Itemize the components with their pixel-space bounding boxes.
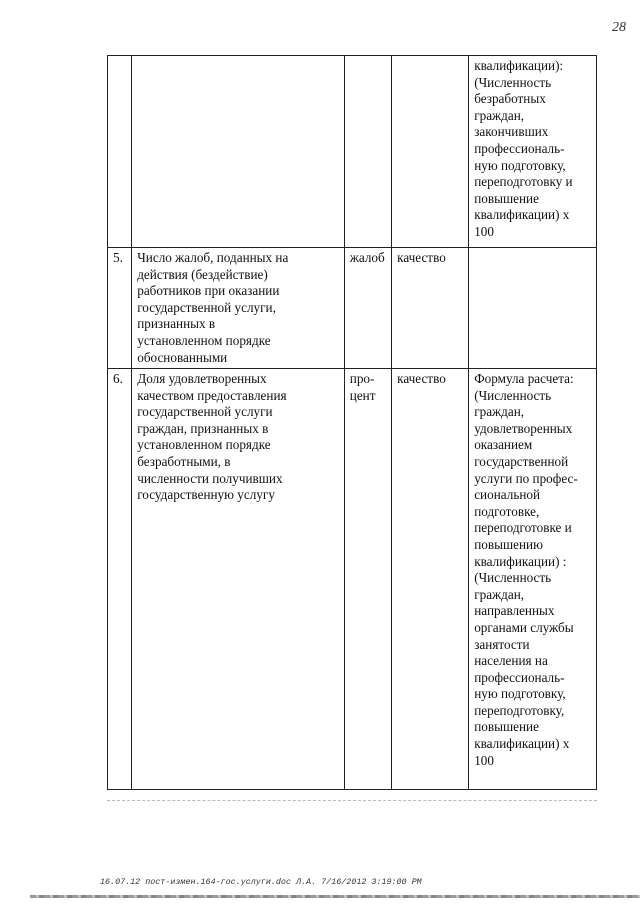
unit-cell <box>344 248 391 369</box>
formula-line: квалификации) : <box>474 553 567 569</box>
name-line: государственную услугу <box>137 487 275 503</box>
formula-line: граждан, <box>474 404 525 420</box>
formula-line: (Численность <box>474 387 552 403</box>
indicator-name <box>132 248 345 369</box>
formula-line: квалификации) x <box>474 736 570 752</box>
formula-cell <box>469 56 597 248</box>
formula-line: (Численность <box>474 74 552 90</box>
name-line: безработными, в <box>137 453 231 469</box>
name-line: граждан, признанных в <box>137 420 269 436</box>
formula-line: Формула расчета: <box>474 371 574 386</box>
name-line: государственной услуги, <box>137 299 276 315</box>
name-line: государственной услуги <box>137 404 273 420</box>
kind-cell: качество <box>392 369 469 790</box>
formula-line: безработных <box>474 91 546 107</box>
formula-line: граждан, <box>474 107 525 123</box>
row-number: 5. <box>108 248 132 369</box>
formula-line: переподготовке и <box>474 520 572 536</box>
table-row <box>108 56 597 248</box>
row-number <box>108 56 132 248</box>
page-divider <box>107 800 597 801</box>
name-line: установленном порядке <box>137 437 271 453</box>
formula-line: профессиональ- <box>474 669 565 685</box>
formula-cell <box>469 248 597 369</box>
formula-line: занятости <box>474 636 530 652</box>
formula-line: профессиональ- <box>474 140 565 156</box>
formula-line: переподготовку, <box>474 702 565 718</box>
formula-line: удовлетворенных <box>474 420 573 436</box>
formula-line: квалификации) x <box>474 207 570 223</box>
formula-line: ную подготовку, <box>474 157 566 173</box>
formula-line: сиональной <box>474 487 541 503</box>
formula-line: населения на <box>474 653 548 669</box>
formula-line: граждан, <box>474 586 525 602</box>
formula-line: 100 <box>474 223 494 239</box>
name-line: работников при оказании <box>137 283 280 299</box>
kind-cell: качество <box>392 248 469 369</box>
name-line: численности получивших <box>137 470 283 486</box>
unit-cell <box>344 56 391 248</box>
name-line: Доля удовлетворенных <box>137 371 267 386</box>
indicator-name <box>132 369 345 790</box>
name-line: обоснованными <box>137 349 228 365</box>
formula-line: повышению <box>474 536 543 552</box>
unit-line: жалоб <box>349 250 385 265</box>
name-line: признанных в <box>137 316 216 332</box>
formula-line: подготовке, <box>474 503 540 519</box>
kind-cell <box>392 56 469 248</box>
name-line: установленном порядке <box>137 332 271 348</box>
unit-line: про- <box>349 371 375 386</box>
name-line: качеством предоставления <box>137 387 287 403</box>
name-line: Число жалоб, поданных на <box>137 250 289 265</box>
formula-line: повышение <box>474 719 539 735</box>
formula-line: переподготовку и <box>474 174 573 190</box>
scan-edge <box>30 895 640 898</box>
table-row <box>108 248 597 369</box>
unit-line: цент <box>349 387 376 403</box>
indicators-table <box>107 55 597 790</box>
page-number: 28 <box>612 20 626 35</box>
indicator-name <box>132 56 345 248</box>
unit-cell <box>344 369 391 790</box>
formula-line: органами службы <box>474 619 574 635</box>
name-line: действия (бездействие) <box>137 266 268 282</box>
formula-line: оказанием <box>474 437 533 453</box>
formula-line: закончивших <box>474 124 549 140</box>
formula-line: 100 <box>474 752 494 768</box>
formula-line: квалификации): <box>474 58 564 73</box>
formula-line: (Численность <box>474 570 552 586</box>
formula-line: государственной <box>474 453 569 469</box>
table-row <box>108 369 597 790</box>
formula-line: услуги по профес- <box>474 470 578 486</box>
formula-line: ную подготовку, <box>474 686 566 702</box>
formula-line: повышение <box>474 190 539 206</box>
document-footer: 16.07.12 пост-измен.164-гос.услуги.doc Л.А. 7/16/2012 3:19:00 PM <box>100 877 422 887</box>
row-number: 6. <box>108 369 132 790</box>
formula-cell <box>469 369 597 790</box>
formula-line: направленных <box>474 603 555 619</box>
